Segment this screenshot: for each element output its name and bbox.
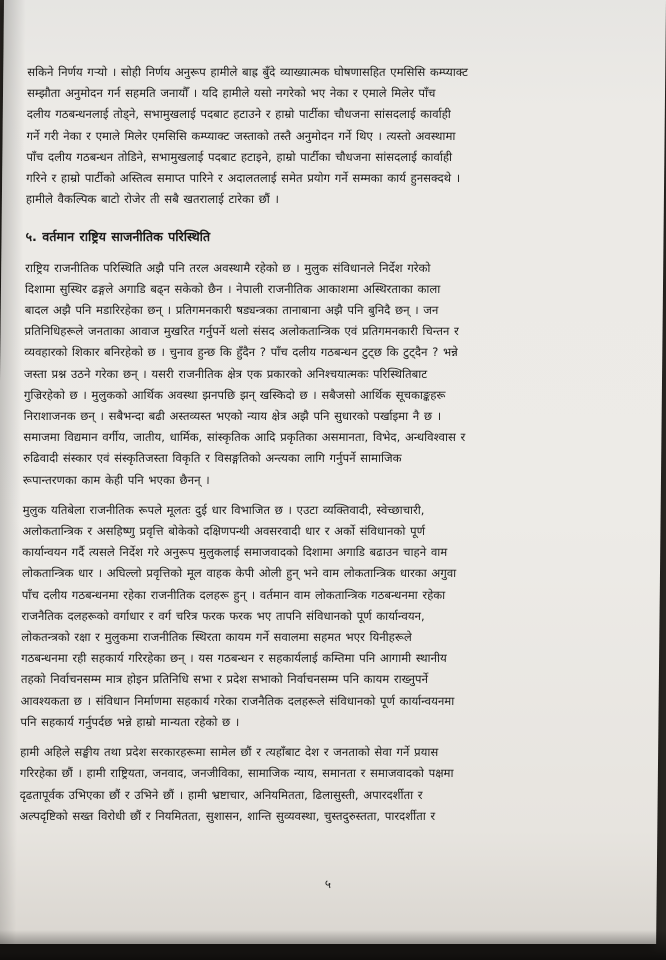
text-line: निराशाजनक छन् । सबैभन्दा बढी अस्तव्यस्त भएको न्याय क्षेत्र अझै पनि सुधारको पर्खाइमा नै छ । — [23, 409, 442, 424]
text-line: अलोकतान्त्रिक र असहिष्णु प्रवृत्ति बोकेको दक्षिणपन्थी अवसरवादी धार र अर्को संविधानको पूर्ण — [22, 524, 426, 539]
text-line: दिशामा सुस्थिर ढङ्गले अगाडि बढ्न सकेको छैन । नेपाली राजनीतिक आकाशमा अस्थिरताका काला — [24, 281, 441, 296]
text-line: रूपान्तरणका काम केही पनि भएका छैनन् । — [22, 472, 210, 487]
text-line: सम्झौता अनुमोदन गर्न सहमति जनायौँ । यदि हामीले यसो नगरेको भए नेका र एमाले मिलेर पाँच — [26, 86, 436, 101]
text-line: सकिने निर्णय गर्‍यो । सोही निर्णय अनुरूप हामीले बाह्र बुँदे व्याख्यात्मक घोषणासहित एमसिसि कम्प्याक्ट — [27, 65, 468, 79]
text-line: लोकतन्त्रको रक्षा र मुलुकमा राजनीतिक स्थिरता कायम गर्ने सवालमा सहमत भएर यिनीहरूले — [21, 630, 412, 645]
text-line: पनि सहकार्य गर्नुपर्दछ भन्ने हाम्रो मान्यता रहेको छ । — [20, 714, 240, 729]
paragraph-political-situation — [23, 258, 625, 491]
text-line: मुलुक यतिबेला राजनीतिक रूपले मूलतः दुई धार विभाजित छ । एउटा व्यक्तिवादी, स्वेच्छाचारी, — [22, 502, 425, 517]
text-line: पाँच दलीय गठबन्धनमा रहेका राजनीतिक दलहरू हुन् । वर्तमान वाम लोकतान्त्रिक गठबन्धनमा रहेका — [21, 587, 446, 602]
text-line: गर्ने गरी नेका र एमाले मिलेर एमसिसि कम्प्याक्ट जस्ताको तस्तै अनुमोदन गर्ने थिए । त्यस्तो अवस्थामा — [26, 128, 456, 143]
text-line: हामीले वैकल्पिक बाटो रोजेर ती सबै खतरालाई टारेका छौं । — [25, 192, 279, 207]
text-line: राष्ट्रिय राजनीतिक परिस्थिति अझै पनि तरल अवस्थामै रहेको छ । मुलुक संविधानले निर्देश गरेको — [25, 260, 431, 275]
text-line: दृढतापूर्वक उभिएका छौं र उभिने छौं । हामी भ्रष्टाचार, अनियमितता, ढिलासुस्ती, अपारदर्शीता र — [19, 787, 423, 802]
text-line: रुढिवादी संस्कार एवं संस्कृतिजस्ता विकृति र विसङ्गतिको अन्त्यका लागि गर्नुपर्ने सामाजिक — [23, 451, 402, 466]
text-line: राजनैतिक दलहरूको वर्गाधार र वर्ग चरित्र फरक फरक भए तापनि संविधानको पूर्ण कार्यान्वयन, — [21, 608, 425, 623]
text-line: हामी अहिले सङ्घीय तथा प्रदेश सरकारहरूमा सामेल छौं र त्यहाँबाट देश र जनताको सेवा गर्ने प्रयास — [20, 745, 439, 760]
page-number: ५ — [324, 877, 332, 891]
section-heading: ५. वर्तमान राष्ट्रिय साजनीतिक परिस्थिति — [25, 229, 211, 245]
text-line: अल्पदृष्टिको सख्त विरोधी छौं र नियमितता, सुशासन, शान्ति सुव्यवस्था, चुस्तदुरुस्तता, पारदर्शीता र — [19, 808, 436, 823]
paragraph-two-streams — [20, 500, 622, 733]
text-line: गरिने र हाम्रो पार्टीको अस्तित्व समाप्त पारिने र अदालतलाई समेत प्रयोग गर्ने सम्मका कार्य हुनसक्दथे । — [26, 171, 461, 186]
page-content — [19, 62, 627, 836]
text-line: व्यवहारको शिकार बनिरहेको छ । चुनाव हुन्छ कि हुँदैन ? पाँच दलीय गठबन्धन टुट्छ कि टुट्दैन ? भन्ने — [24, 345, 458, 360]
text-line: कार्यान्वयन गर्दै त्यसले निर्देश गरे अनुरूप मुलुकलाई समाजवादको दिशामा अगाडि बढाउन चाहने वाम — [22, 545, 448, 560]
text-line: बादल अझै पनि मडारिरहेका छन् । प्रतिगमनकारी षड्यन्त्रका तानाबाना अझै पनि बुनिदै छन् । जन — [24, 303, 439, 318]
text-line: आवश्यकता छ । संविधान निर्माणमा सहकार्य गरेका राजनैतिक दलहरूले संविधानको पूर्ण कार्यान्वयनमा — [20, 693, 455, 708]
intro-paragraph — [26, 62, 628, 210]
text-line: प्रतिनिधिहरूले जनताका आवाज मुखरित गर्नुपर्ने थलो संसद अलोकतान्त्रिक एवं प्रतिगमनकारी चिन्तन र — [24, 324, 459, 339]
text-line: गठबन्धनमा रही सहकार्य गरिरहेका छन् । यस गठबन्धन र सहकार्यलाई कम्तिमा पनि आगामी स्थानीय — [21, 651, 447, 666]
text-line: पाँच दलीय गठबन्धन तोडिने, सभामुखलाई पदबाट हटाइने, हाम्रो पार्टीका चौधजना सांसदलाई कार्वाही — [26, 149, 453, 164]
text-line: जस्ता प्रश्न उठने गरेका छन् । यसरी राजनीतिक क्षेत्र एक प्रकारको अनिश्चयात्मकः परिस्थितिबाट — [24, 366, 428, 381]
text-line: समाजमा विद्यमान वर्गीय, जातीय, धार्मिक, सांस्कृतिक आदि प्रकृतिका असमानता, विभेद, अन्धविश्वास र — [23, 430, 466, 445]
text-line: तहको निर्वाचनसम्म मात्र होइन प्रतिनिधि सभा र प्रदेश सभाको निर्वाचनसम्म पनि कायम राख्नुपर्ने — [20, 672, 429, 687]
text-line: लोकतान्त्रिक धार । अघिल्लो प्रवृत्तिको मूल वाहक केपी ओली हुन् भने वाम लोकतान्त्रिक धारका अगुवा — [21, 566, 457, 581]
photo-bottom-shadow — [0, 930, 666, 960]
text-line: गुज्रिरहेको छ । मुलुकको आर्थिक अवस्था झनपछि झन् खस्किदो छ । सबैजसो आर्थिक सूचकाङ्कहरू — [23, 387, 446, 402]
text-line: गरिरहेका छौं । हामी राष्ट्रियता, जनवाद, जनजीविका, सामाजिक न्याय, समानता र समाजवादको पक्षमा — [19, 766, 454, 781]
paragraph-government-role — [19, 742, 620, 827]
text-line: दलीय गठबन्धनलाई तोड्ने, सभामुखलाई पदबाट हटाउने र हाम्रो पार्टीका चौधजना सांसदलाई कार्वाही — [26, 107, 451, 122]
